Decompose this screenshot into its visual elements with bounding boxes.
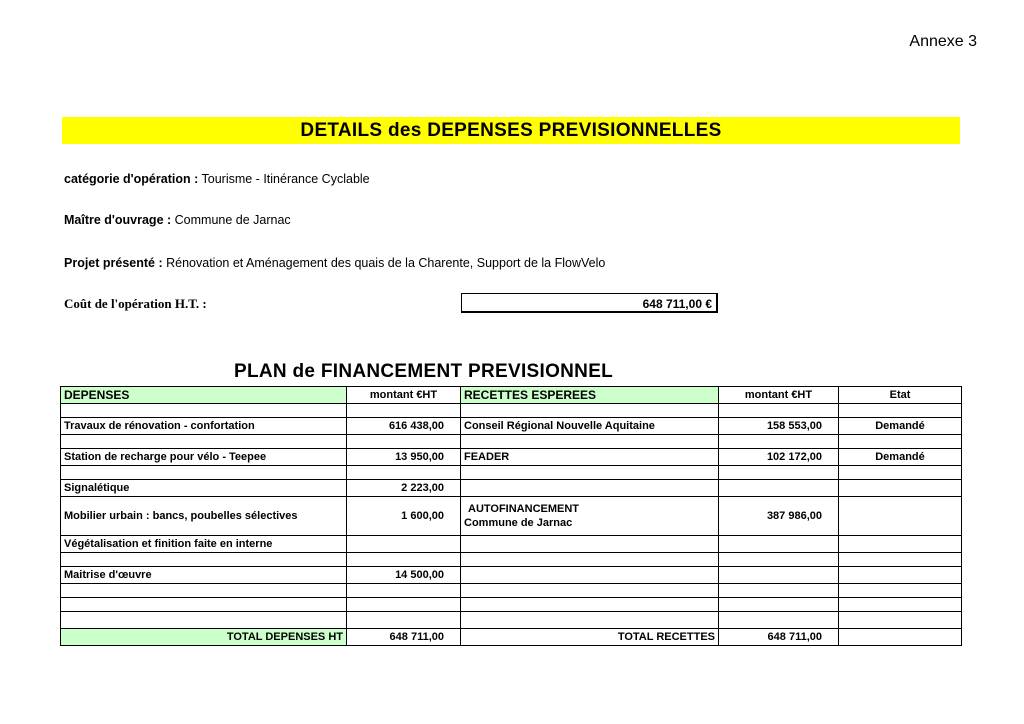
table-total-row bbox=[61, 629, 962, 646]
recette-label bbox=[461, 536, 719, 553]
table-row bbox=[61, 497, 962, 536]
page-title: DETAILS des DEPENSES PREVISIONNELLES bbox=[62, 117, 960, 144]
header-montant-recettes: montant €HT bbox=[719, 387, 839, 404]
table-row-empty bbox=[61, 553, 962, 567]
recette-amount: 158 553,00 bbox=[719, 418, 839, 435]
table-row-empty bbox=[61, 404, 962, 418]
total-recettes-label: TOTAL RECETTES bbox=[461, 629, 719, 646]
etat-value bbox=[839, 567, 962, 584]
maitre-line bbox=[64, 213, 291, 227]
table-row-empty bbox=[61, 435, 962, 449]
depense-label: Végétalisation et finition faite en interne bbox=[61, 536, 347, 553]
etat-value bbox=[839, 536, 962, 553]
recette-label: Conseil Régional Nouvelle Aquitaine bbox=[461, 418, 719, 435]
etat-value bbox=[839, 480, 962, 497]
maitre-label: Maître d'ouvrage : bbox=[64, 213, 172, 227]
table-row bbox=[61, 418, 962, 435]
depense-amount bbox=[347, 536, 461, 553]
maitre-value: Commune de Jarnac bbox=[174, 213, 291, 227]
recette-amount bbox=[719, 567, 839, 584]
cost-label: Coût de l'opération H.T. : bbox=[64, 296, 207, 311]
total-depenses-value: 648 711,00 bbox=[347, 629, 461, 646]
header-recettes: RECETTES ESPEREES bbox=[461, 387, 719, 404]
etat-value: Demandé bbox=[839, 418, 962, 435]
header-depenses: DEPENSES bbox=[61, 387, 347, 404]
recette-label: FEADER bbox=[461, 449, 719, 466]
table-row bbox=[61, 536, 962, 553]
recette-amount bbox=[719, 480, 839, 497]
total-etat-empty bbox=[839, 629, 962, 646]
categorie-label: catégorie d'opération : bbox=[64, 172, 199, 186]
categorie-line bbox=[64, 172, 370, 186]
recette-label bbox=[461, 567, 719, 584]
depense-label: Station de recharge pour vélo - Teepee bbox=[61, 449, 347, 466]
depense-amount: 616 438,00 bbox=[347, 418, 461, 435]
table-row-empty bbox=[61, 612, 962, 629]
header-etat: Etat bbox=[839, 387, 962, 404]
financing-table bbox=[60, 386, 962, 646]
projet-label: Projet présenté : bbox=[64, 256, 163, 270]
etat-value bbox=[839, 497, 962, 536]
cost-value: 648 711,00 € bbox=[461, 293, 718, 313]
categorie-value: Tourisme - Itinérance Cyclable bbox=[201, 172, 370, 186]
table-row-empty bbox=[61, 466, 962, 480]
header-montant-depenses: montant €HT bbox=[347, 387, 461, 404]
recette-amount: 387 986,00 bbox=[719, 497, 839, 536]
projet-line bbox=[64, 256, 605, 270]
table-row-empty bbox=[61, 598, 962, 612]
recette-label-line2: Commune de Jarnac bbox=[464, 517, 573, 529]
annex-label: Annexe 3 bbox=[909, 33, 977, 50]
recette-label bbox=[461, 480, 719, 497]
table-row bbox=[61, 480, 962, 497]
recette-autofinancement bbox=[461, 497, 719, 536]
recette-amount: 102 172,00 bbox=[719, 449, 839, 466]
depense-label: Signalétique bbox=[61, 480, 347, 497]
table-header-row bbox=[61, 387, 962, 404]
etat-value: Demandé bbox=[839, 449, 962, 466]
total-depenses-label: TOTAL DEPENSES HT bbox=[61, 629, 347, 646]
depense-label: Mobilier urbain : bancs, poubelles sélectives bbox=[61, 497, 347, 536]
projet-value: Rénovation et Aménagement des quais de la Charente, Support de la FlowVelo bbox=[166, 256, 606, 270]
recette-label-line1: AUTOFINANCEMENT bbox=[468, 503, 580, 515]
plan-title: PLAN de FINANCEMENT PREVISIONNEL bbox=[234, 361, 614, 382]
total-recettes-value: 648 711,00 bbox=[719, 629, 839, 646]
recette-amount bbox=[719, 536, 839, 553]
depense-amount: 1 600,00 bbox=[347, 497, 461, 536]
table-row bbox=[61, 449, 962, 466]
depense-amount: 2 223,00 bbox=[347, 480, 461, 497]
depense-amount: 13 950,00 bbox=[347, 449, 461, 466]
depense-label: Maitrise d'œuvre bbox=[61, 567, 347, 584]
table-row bbox=[61, 567, 962, 584]
depense-label: Travaux de rénovation - confortation bbox=[61, 418, 347, 435]
depense-amount: 14 500,00 bbox=[347, 567, 461, 584]
table-row-empty bbox=[61, 584, 962, 598]
